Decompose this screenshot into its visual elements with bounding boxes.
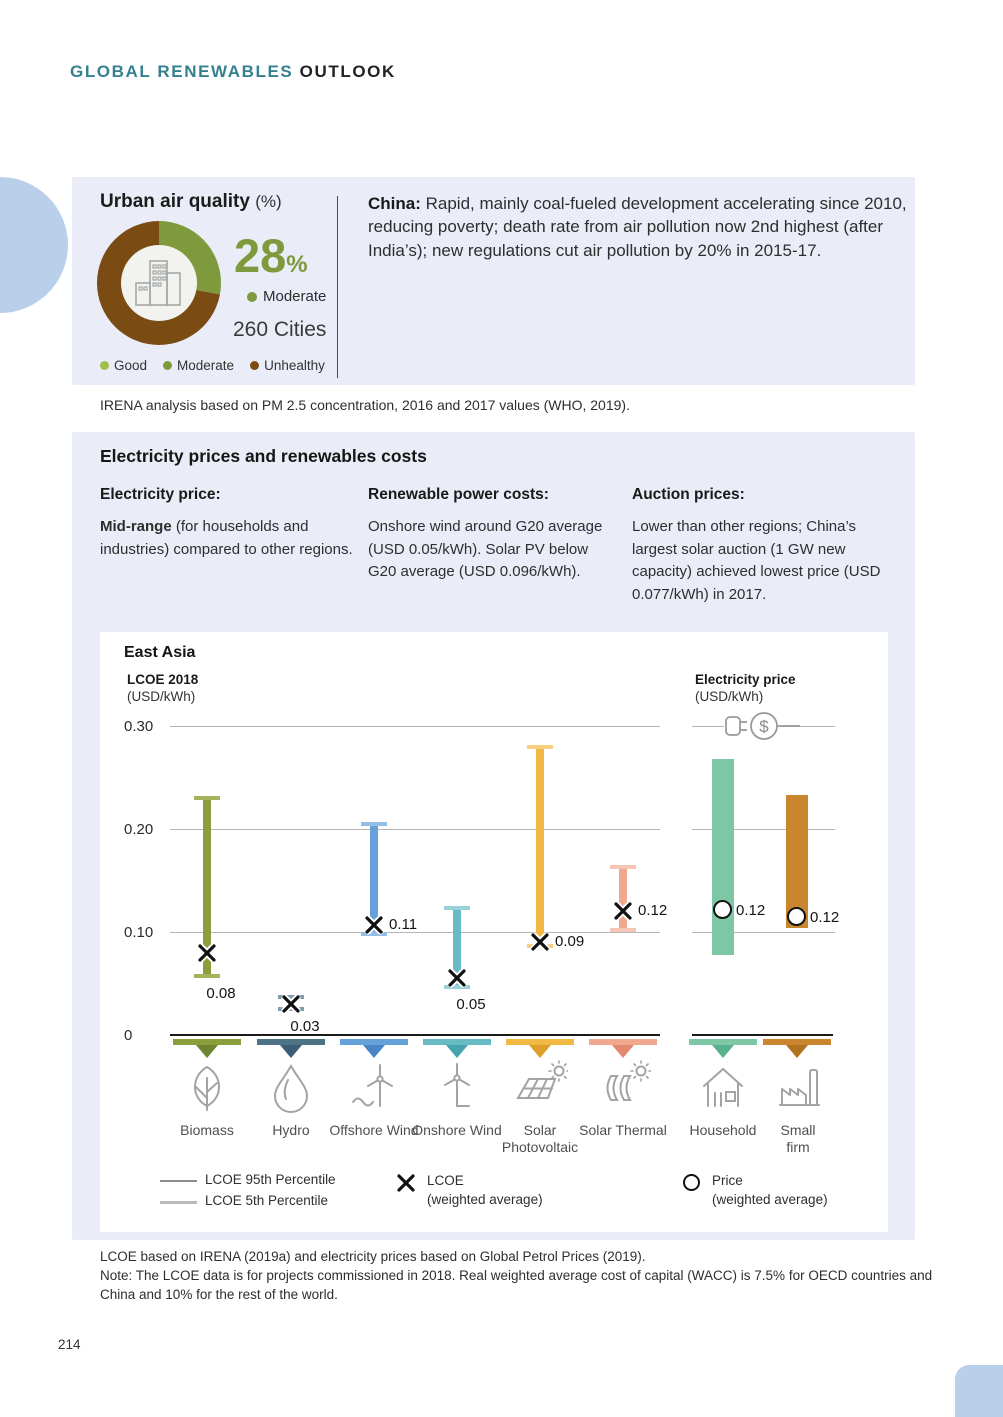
column-auction-prices [632, 483, 894, 606]
legend-moderate-label: Moderate [177, 358, 235, 373]
lcoe-avg-x-marker-biomass [197, 943, 217, 963]
legend-line-5th-icon [160, 1201, 197, 1204]
panel-divider [337, 196, 338, 378]
air-quality-stat-value: 28 [234, 229, 287, 282]
lcoe-5th-cap-solar-thermal [610, 928, 636, 932]
value-label-small-firm: 0.12 [810, 908, 840, 926]
lcoe-95th-cap-solar-photovoltaic [527, 745, 553, 749]
air-quality-title-text: Urban air quality [100, 191, 250, 212]
category-label: Solar Thermal [579, 1122, 667, 1138]
city-buildings-icon [130, 257, 188, 309]
axis-arrow-icon-biomass [196, 1045, 218, 1058]
left-edge-decorative-circle [0, 177, 68, 313]
category-label: Small firm [780, 1122, 816, 1155]
category-label: Onshore Wind [412, 1122, 502, 1138]
value-label-onshore-wind: 0.05 [456, 995, 486, 1013]
donut-hole [121, 245, 197, 321]
footnote-source: LCOE based on IRENA (2019a) and electricity prices based on Global Petrol Prices (2019). [100, 1249, 646, 1264]
water-drop-icon [263, 1060, 319, 1116]
column-body: Lower than other regions; China’s largest solar auction (1 GW new capacity) achieved lowest price (USD 0.077/kWh) in 2017. [632, 518, 881, 603]
axis-arrow-icon-hydro [280, 1045, 302, 1058]
legend-item-good [100, 358, 147, 373]
legend-95th-label: LCOE 95th Percentile [205, 1172, 336, 1187]
column-renewable-costs [368, 483, 618, 584]
ytick-0: 0 [124, 1027, 133, 1044]
air-quality-title [100, 191, 282, 213]
air-quality-stat-unit: % [286, 251, 308, 278]
column-heading: Electricity price: [100, 486, 221, 503]
lcoe-95th-cap-solar-thermal [610, 865, 636, 869]
value-label-offshore-wind: 0.11 [389, 915, 418, 933]
legend-lcoe-sublabel: (weighted average) [427, 1192, 543, 1207]
footnote-note: Note: The LCOE data is for projects commissioned in 2018. Real weighted average cost of capital (WACC) is 7.5% for OECD countries and China and 10% for the rest of the world. [100, 1268, 933, 1303]
lcoe-95th-cap-onshore-wind [444, 906, 470, 910]
category-label: Household [689, 1122, 757, 1138]
lcoe-avg-x-marker-solar-thermal [613, 901, 633, 921]
china-note-text: Rapid, mainly coal-fueled development accelerating since 2010, reducing poverty; death rate from air pollution now 2nd highest (after India’s); new regulations cut air pollution by 20% in 2015-17. [368, 194, 907, 260]
offshore-wind-turbine-icon [346, 1060, 402, 1116]
lcoe-95th-cap-offshore-wind [361, 822, 387, 826]
category-solar-thermal [575, 1060, 671, 1139]
legend-good-label: Good [114, 358, 148, 373]
air-quality-legend [100, 358, 325, 373]
moderate-dot-icon [247, 292, 257, 302]
legend-line-95th-icon [160, 1180, 197, 1182]
air-quality-stat-label-text: Moderate [263, 288, 327, 305]
axis-arrow-icon-small-firm [786, 1045, 808, 1058]
price-avg-circle-marker-small-firm [787, 907, 806, 926]
ytick-0.30: 0.30 [124, 718, 154, 735]
column-heading: Auction prices: [632, 486, 745, 503]
air-quality-stat [234, 229, 308, 282]
category-solar-photovoltaic [492, 1060, 588, 1155]
category-small-firm [753, 1060, 843, 1155]
lcoe-95th-cap-biomass [194, 796, 220, 800]
category-offshore-wind [326, 1060, 422, 1139]
category-label: Solar Photovoltaic [501, 1122, 579, 1155]
right-axis-unit: (USD/kWh) [695, 689, 764, 704]
column-body: Onshore wind around G20 average (USD 0.05/kWh). Solar PV below G20 average (USD 0.096/kWh). [368, 518, 603, 581]
air-quality-stat-label [247, 288, 326, 305]
legend-5th-label: LCOE 5th Percentile [205, 1193, 329, 1208]
lcoe-avg-x-marker-solar-photovoltaic [530, 932, 550, 952]
value-label-solar-thermal: 0.12 [638, 902, 668, 920]
axis-arrow-icon-solar-photovoltaic [529, 1045, 551, 1058]
page-number: 214 [58, 1337, 81, 1352]
lcoe-avg-x-marker-offshore-wind [364, 915, 384, 935]
bottom-right-decorative-tab [955, 1365, 1003, 1417]
value-label-household: 0.12 [736, 902, 766, 920]
house-icon [695, 1060, 751, 1116]
axis-arrow-icon-offshore-wind [363, 1045, 385, 1058]
legend-x-marker-icon [396, 1173, 416, 1198]
report-title-secondary: OUTLOOK [299, 62, 396, 81]
left-axis-label: LCOE 2018 [127, 672, 199, 687]
good-dot-icon [100, 361, 109, 370]
legend-item-moderate [163, 358, 234, 373]
onshore-wind-turbine-icon [429, 1060, 485, 1116]
cities-count: 260 Cities [233, 318, 327, 341]
value-label-hydro: 0.03 [290, 1018, 320, 1036]
category-label: Biomass [180, 1122, 234, 1138]
lcoe-5th-cap-biomass [194, 974, 220, 978]
category-biomass [159, 1060, 255, 1139]
category-label: Hydro [272, 1122, 310, 1138]
right-axis-label: Electricity price [695, 672, 796, 687]
source-note: IRENA analysis based on PM 2.5 concentration, 2016 and 2017 values (WHO, 2019). [100, 397, 630, 413]
chart-title: East Asia [124, 644, 196, 661]
value-label-biomass: 0.08 [206, 985, 236, 1003]
unhealthy-dot-icon [250, 361, 259, 370]
report-title-primary: GLOBAL RENEWABLES [70, 62, 294, 81]
column-lead: Mid-range [100, 518, 172, 536]
moderate-dot-icon [163, 361, 172, 370]
value-label-solar-photovoltaic: 0.09 [555, 933, 585, 951]
svg-text:$: $ [759, 717, 769, 736]
category-label: Offshore Wind [329, 1122, 419, 1138]
factory-icon [770, 1060, 826, 1116]
lcoe-range-bar-solar-photovoltaic [536, 747, 544, 947]
air-quality-title-suffix: (%) [255, 192, 282, 211]
lcoe-chart [100, 632, 888, 1232]
category-hydro [243, 1060, 339, 1139]
left-axis-unit: (USD/kWh) [127, 689, 196, 704]
legend-unhealthy-label: Unhealthy [264, 358, 325, 373]
leaf-icon [179, 1060, 235, 1116]
column-body: (for households and industries) compared to other regions. [100, 518, 353, 558]
column-heading: Renewable power costs: [368, 486, 549, 503]
legend-circle-marker-icon [683, 1174, 700, 1191]
prices-panel-title: Electricity prices and renewables costs [100, 446, 427, 466]
report-header [70, 62, 396, 82]
axis-arrow-icon-household [712, 1045, 734, 1058]
legend-lcoe-label: LCOE [427, 1173, 464, 1188]
ytick-0.10: 0.10 [124, 924, 154, 941]
lcoe-avg-x-marker-onshore-wind [447, 968, 467, 988]
axis-arrow-icon-solar-thermal [612, 1045, 634, 1058]
ytick-0.20: 0.20 [124, 821, 154, 838]
china-note-label: China: [368, 194, 421, 213]
category-onshore-wind [409, 1060, 505, 1139]
china-note [368, 192, 908, 262]
legend-price-label: Price [712, 1173, 743, 1188]
axis-arrow-icon-onshore-wind [446, 1045, 468, 1058]
legend-item-unhealthy [250, 358, 325, 373]
legend-price-sublabel: (weighted average) [712, 1192, 828, 1207]
solar-thermal-icon [595, 1060, 651, 1116]
solar-panel-icon [512, 1060, 568, 1116]
column-electricity-price [100, 483, 356, 561]
lcoe-avg-x-marker-hydro [281, 994, 301, 1014]
price-range-bar-household [712, 759, 734, 955]
